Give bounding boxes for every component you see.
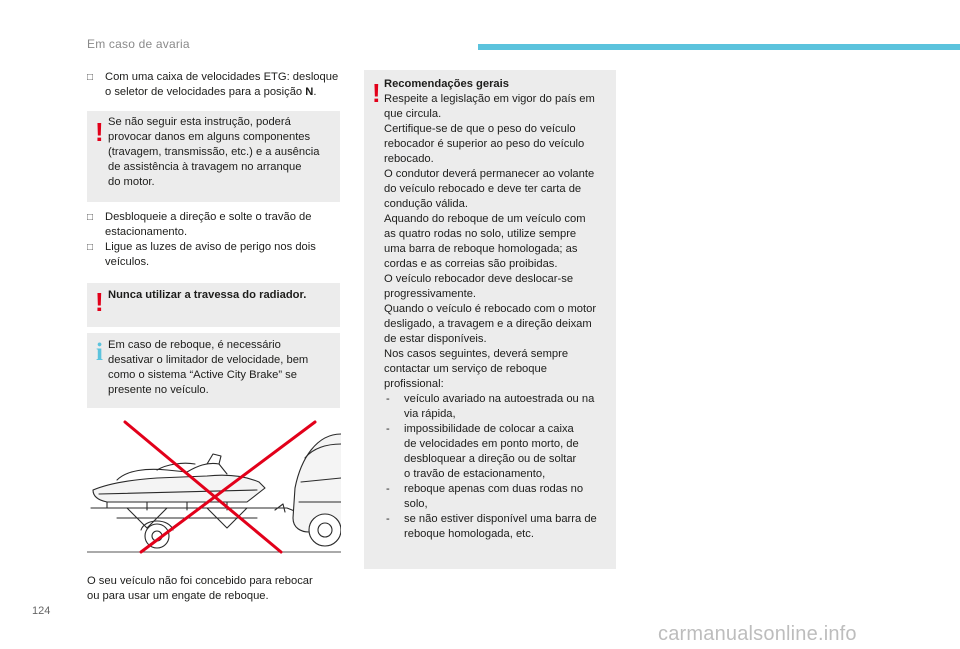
illustration-caption: O seu veículo não foi concebido para rebocar ou para usar um engate de reboque. <box>87 575 313 602</box>
bullet-steering: □ Desbloqueie a direção e solte o travão de estacionamento. <box>87 211 312 238</box>
list-item: - se não estiver disponível uma barra de reboque homologada, etc. <box>386 513 597 540</box>
recommendations-text: Recomendações gerais Respeite a legislação em vigor do país em que circula. Certifique-se de que o peso do veículo rebocador é superior ao peso do veículo rebocado. O condutor deverá permanecer ao volante do veículo rebocado e deve ter carta de condução válida. Aquando do reboque de um veículo com as quatro rodas no solo, utilize sempre uma barra de reboque homologada; as cordas e as correias são proibidas. O veículo rebocador deve deslocar-se progressivamente. Quando o veículo é rebocado com o motor desligado, a travagem e a direção deixam de estar disponíveis. Nos casos seguintes, deverá sempre contactar um serviço de reboque profissional: - veículo avariado na autoestrada ou na via rápida, - impossibilidade de colocar a caixa de velocidades em ponto morto, de desbloquear a direção ou de soltar o travão de estacionamento, - reboque apenas com duas rodas no solo, - se não estiver disponível uma barra de reboque homologada, etc. <box>384 77 616 542</box>
checkbox-bullet-icon: □ <box>87 72 94 83</box>
checkbox-bullet-icon: □ <box>87 242 94 253</box>
exclamation-icon: ! <box>372 78 381 108</box>
list-item: - veículo avariado na autoestrada ou na via rápida, <box>386 393 595 420</box>
watermark: carmanualsonline.info <box>658 623 857 645</box>
info-text: Em caso de reboque, é necessário desativar o limitador de velocidade, bem como o sistema “Active City Brake” se presente no veículo. <box>108 339 309 396</box>
header-accent-bar <box>478 44 960 50</box>
list-item: - impossibilidade de colocar a caixa de velocidades em ponto morto, de desbloquear a direção ou de soltar o travão de estacionamento, <box>386 423 579 480</box>
checkbox-bullet-icon: □ <box>87 212 94 223</box>
car-wheel <box>309 514 341 546</box>
list-item: - reboque apenas com duas rodas no solo, <box>386 483 584 510</box>
exclamation-icon: ! <box>95 117 104 147</box>
warning-1-text: Se não seguir esta instrução, poderá provocar danos em alguns componentes (travagem, transmissão, etc.) e a ausência de assistência à travagem no arranque do motor. <box>108 116 320 188</box>
bullet-etg-text: Com uma caixa de velocidades ETG: desloque o seletor de velocidades para a posição N. <box>105 71 339 98</box>
trailer-wheel <box>145 524 169 548</box>
bullet-etg <box>87 70 343 100</box>
towing-prohibited-illustration <box>87 418 341 556</box>
page-number: 124 <box>32 605 51 617</box>
warning-2-text: Nunca utilizar a travessa do radiador. <box>108 289 307 301</box>
exclamation-icon: ! <box>95 287 104 317</box>
info-box <box>87 333 340 408</box>
info-icon: i <box>96 339 103 366</box>
recommendations-title: Recomendações gerais <box>384 78 509 90</box>
warning-box-2 <box>87 283 340 327</box>
general-recommendations-box <box>364 70 616 569</box>
warning-box-1 <box>87 111 340 202</box>
section-title: Em caso de avaria <box>87 37 190 51</box>
bullet-hazard: □ Ligue as luzes de aviso de perigo nos dois veículos. <box>87 241 316 268</box>
